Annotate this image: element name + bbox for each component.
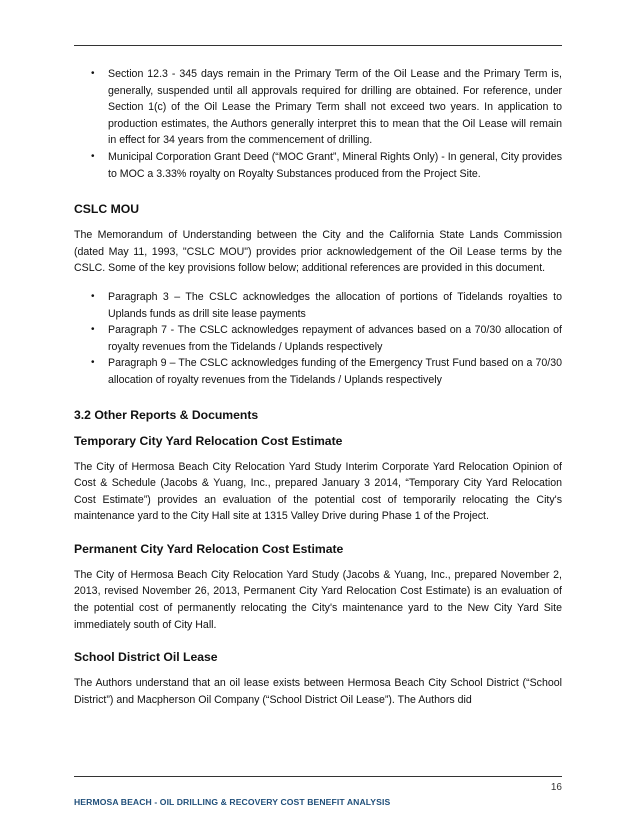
list-item-text: Paragraph 9 – The CSLC acknowledges funding of the Emergency Trust Fund based on a 70/30 allocation of royalty revenues from the Tidelands / Uplands respectively	[108, 357, 562, 386]
list-item	[74, 289, 562, 322]
lease-terms-list	[74, 66, 562, 182]
school-lease-paragraph: The Authors understand that an oil lease exists between Hermosa Beach City School District (“School District”) and Macpherson Oil Company (“School District Oil Lease”). The Authors did	[74, 677, 562, 706]
list-item	[74, 322, 562, 355]
list-item-text: Section 12.3 - 345 days remain in the Primary Term of the Oil Lease and the Primary Term is, generally, suspended until all approvals required for drilling are obtained. For reference, under Section 1(c) of the Oil Lease the Primary Term shall not exceed two years. In application to production estimates, the Authors generally interpret this to mean that the Oil Lease will remain in effect for 34 years from the commencement of drilling.	[108, 68, 562, 147]
bullet-icon: •	[91, 68, 95, 79]
bullet-icon: •	[91, 324, 95, 336]
page-number: 16	[550, 782, 562, 793]
list-item	[74, 149, 562, 182]
school-lease-heading: School District Oil Lease	[74, 650, 218, 665]
list-item-text: Paragraph 7 - The CSLC acknowledges repayment of advances based on a 70/30 allocation of royalty revenues from the Tidelands / Uplands respectively	[108, 324, 562, 353]
temporary-yard-paragraph: The City of Hermosa Beach City Relocation Yard Study Interim Corporate Yard Relocation Opinion of Cost & Schedule (Jacobs & Yuang, Inc., prepared January 3 2014, “Temporary City Yard Relocation Cost Estimate”) provides an evaluation of the potential cost of temporarily relocating the City's maintenance yard to the City Hall site at 1315 Valley Drive during Phase 1 of the Project.	[74, 460, 562, 523]
bullet-icon: •	[91, 357, 95, 369]
list-item	[74, 355, 562, 388]
cslc-heading: CSLC MOU	[74, 202, 139, 217]
bullet-icon: •	[91, 150, 95, 162]
cslc-provisions-list	[74, 289, 562, 389]
list-item	[74, 66, 562, 149]
bullet-icon: •	[91, 290, 95, 302]
footer-rule	[74, 776, 562, 777]
list-item-text: Municipal Corporation Grant Deed (“MOC Grant”, Mineral Rights Only) - In general, City provides to MOC a 3.33% royalty on Royalty Substances produced from the Project Site.	[108, 150, 562, 180]
permanent-yard-heading: Permanent City Yard Relocation Cost Estimate	[74, 541, 344, 556]
page-content	[74, 66, 562, 708]
cslc-paragraph: The Memorandum of Understanding between the City and the California State Lands Commission (dated May 11, 1993, "CSLC MOU") provides prior acknowledgement of the Oil Lease terms by the CSLC. Some of the key provisions follow below; additional references are provided in this document.	[74, 229, 562, 275]
section-heading: 3.2 Other Reports & Documents	[74, 407, 259, 422]
list-item-text: Paragraph 3 – The CSLC acknowledges the allocation of portions of Tidelands royalties to Uplands funds as drill site lease payments	[108, 290, 562, 320]
temporary-yard-heading: Temporary City Yard Relocation Cost Estimate	[74, 433, 343, 448]
footer-title: HERMOSA BEACH - OIL DRILLING & RECOVERY COST BENEFIT ANALYSIS	[74, 797, 391, 807]
header-rule	[74, 45, 562, 46]
permanent-yard-paragraph: The City of Hermosa Beach City Relocation Yard Study (Jacobs & Yuang, Inc., prepared November 2, 2013, revised November 26, 2013, Permanent City Yard Relocation Cost Estimate) is an evaluation of the potential cost of permanently relocating the City's maintenance yard to the New City Yard Site immediately south of City Hall.	[74, 568, 562, 631]
